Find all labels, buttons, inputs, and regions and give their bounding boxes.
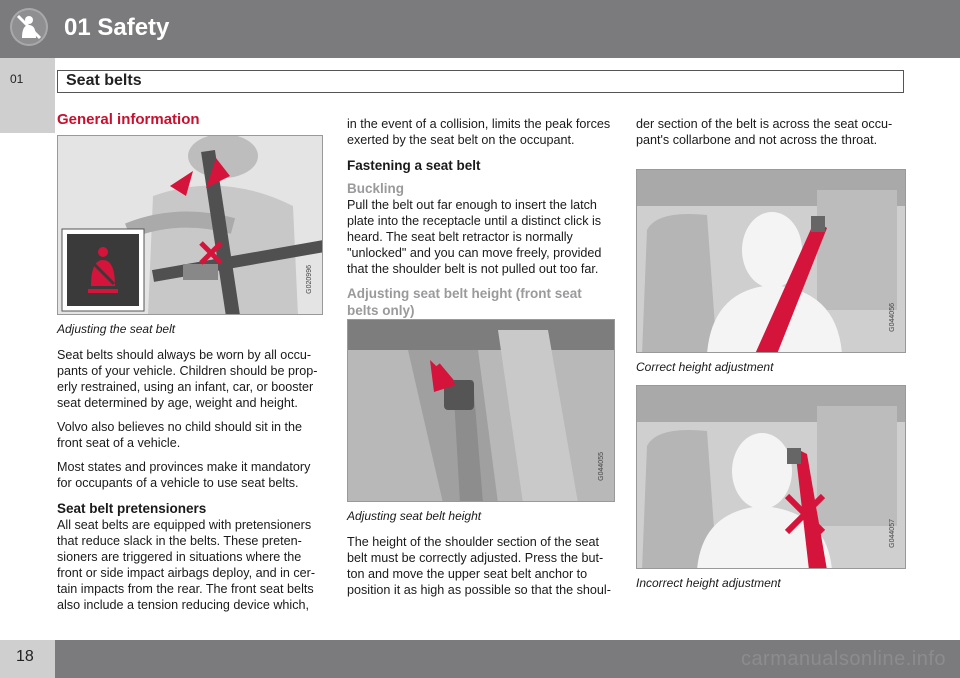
section-title-bar <box>57 70 904 93</box>
figure-caption: Adjusting seat belt height <box>347 509 482 523</box>
watermark: carmanualsonline.info <box>740 648 946 670</box>
figure-code: G044056 <box>889 303 896 332</box>
page-number: 18 <box>16 648 34 665</box>
figure-caption: Correct height adjustment <box>636 360 774 374</box>
paragraph: Seat belts should always be worn by all occu-pants of your vehicle. Children should be prop-erly restrained, using an infant, car, or booster seat determined by age, weight and height. <box>57 348 318 410</box>
column-3 <box>636 116 906 601</box>
chapter-title: 01 Safety <box>64 14 170 41</box>
adjust-height-heading: Adjusting seat belt height (front seat belts only) <box>347 286 582 318</box>
figure-code: G044055 <box>598 452 605 481</box>
paragraph: in the event of a collision, limits the peak forces exerted by the seat belt on the occupant. <box>347 117 611 147</box>
paragraph: Volvo also believes no child should sit in the front seat of a vehicle. <box>57 420 303 450</box>
figure-code: G020996 <box>306 265 313 294</box>
paragraph: Pull the belt out far enough to insert the latch plate into the receptacle until a distinct click is heard. The seat belt retractor is normally "unlocked" and you can move freely, provided that the shoulder belt is not pulled out too far. <box>347 198 602 276</box>
seatbelt-warning-icon <box>10 8 48 46</box>
paragraph: der section of the belt is across the seat occu-pant's collarbone and not across the throat. <box>636 117 893 147</box>
chapter-tab-number: 01 <box>10 72 24 86</box>
fastening-heading: Fastening a seat belt <box>347 158 481 173</box>
buckling-heading: Buckling <box>347 181 405 196</box>
section-title: Seat belts <box>66 72 142 89</box>
belt-height-figure <box>347 319 615 502</box>
paragraph: The height of the shoulder section of the seat belt must be correctly adjusted. Press the but-ton and move the upper seat belt anchor to position it as high as possible so that the shoul- <box>347 535 611 597</box>
column-1 <box>57 112 323 621</box>
column-2 <box>347 116 615 606</box>
figure-caption: Adjusting the seat belt <box>57 322 176 336</box>
figure-code: G044057 <box>889 519 896 548</box>
paragraph: Most states and provinces make it mandatory for occupants of a vehicle to use seat belts. <box>57 460 311 490</box>
general-information-heading: General information <box>57 111 200 128</box>
figure-caption: Incorrect height adjustment <box>636 576 781 590</box>
chapter-tab <box>0 58 55 133</box>
seatbelt-figure <box>57 135 323 315</box>
pretensioners-heading: Seat belt pretensioners <box>57 501 207 516</box>
paragraph: All seat belts are equipped with pretensioners that reduce slack in the belts. These preten-sioners are triggered in situations where the front or side impact airbags deploy, and in cer-tain impacts from the rear. The front seat belts also include a tension reducing device which, <box>57 518 316 612</box>
incorrect-height-figure <box>636 385 906 569</box>
correct-height-figure <box>636 169 906 353</box>
